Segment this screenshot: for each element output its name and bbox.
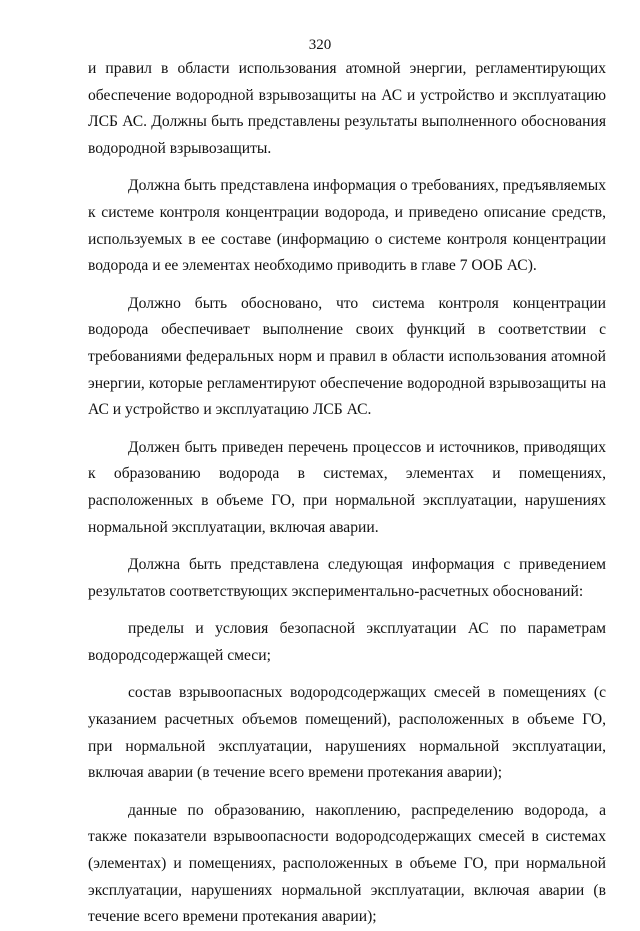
list-item-operation-limits: пределы и условия безопасной эксплуатации АС по параметрам водородсодержащей смеси; bbox=[88, 620, 606, 664]
paragraph-continuation: и правил в области использования атомной энергии, регламентирующих обеспечение водородной взрывозащиты на АС и устройство и эксплуатацию ЛСБ АС. Должны быть представлены результаты выполненного обоснования водородной взрывозащиты. bbox=[88, 60, 606, 157]
page-number: 320 bbox=[308, 37, 332, 53]
list-item-explosive-mixtures-composition: состав взрывоопасных водородсодержащих смесей в помещениях (с указанием расчетных объемов помещений), расположенных в объеме ГО, при нормальной эксплуатации, нарушениях нормальной эксплуатации, включая аварии (в течение всего времени протекания аварии); bbox=[88, 684, 606, 782]
paragraph-required-information: Должна быть представлена следующая информация с приведением результатов соответствующих экспериментально-расчетных обоснований: bbox=[88, 556, 606, 600]
list-item-hydrogen-distribution-data: данные по образованию, накоплению, распределению водорода, а также показатели взрывоопасности водородсодержащих смесей в системах (элементах) и помещениях, расположенных в объеме ГО, при нормальной эксплуатации, нарушениях нормальной эксплуатации, включая аварии (в течение всего времени протекания аварии); bbox=[88, 801, 606, 926]
document-body bbox=[88, 56, 606, 931]
paragraph-hydrogen-control-system-justification: Должно быть обосновано, что система контроля концентрации водорода обеспечивает выполнение своих функций в соответствии с требованиями федеральных норм и правил в области использования атомной энергии, которые регламентируют обеспечение водородной взрывозащиты на АС и устройство и эксплуатацию ЛСБ АС. bbox=[88, 294, 606, 419]
paragraph-hydrogen-sources-list: Должен быть приведен перечень процессов и источников, приводящих к образованию водорода в системах, элементах и помещениях, расположенных в объеме ГО, при нормальной эксплуатации, нарушениях нормальной эксплуатации, включая аварии. bbox=[88, 438, 606, 536]
paragraph-hydrogen-control-system-info: Должна быть представлена информация о требованиях, предъявляемых к системе контроля концентрации водорода, и приведено описание средств, используемых в ее составе (информацию о системе контроля концентрации водорода и ее элементах необходимо приводить в главе 7 ООБ АС). bbox=[88, 177, 606, 275]
